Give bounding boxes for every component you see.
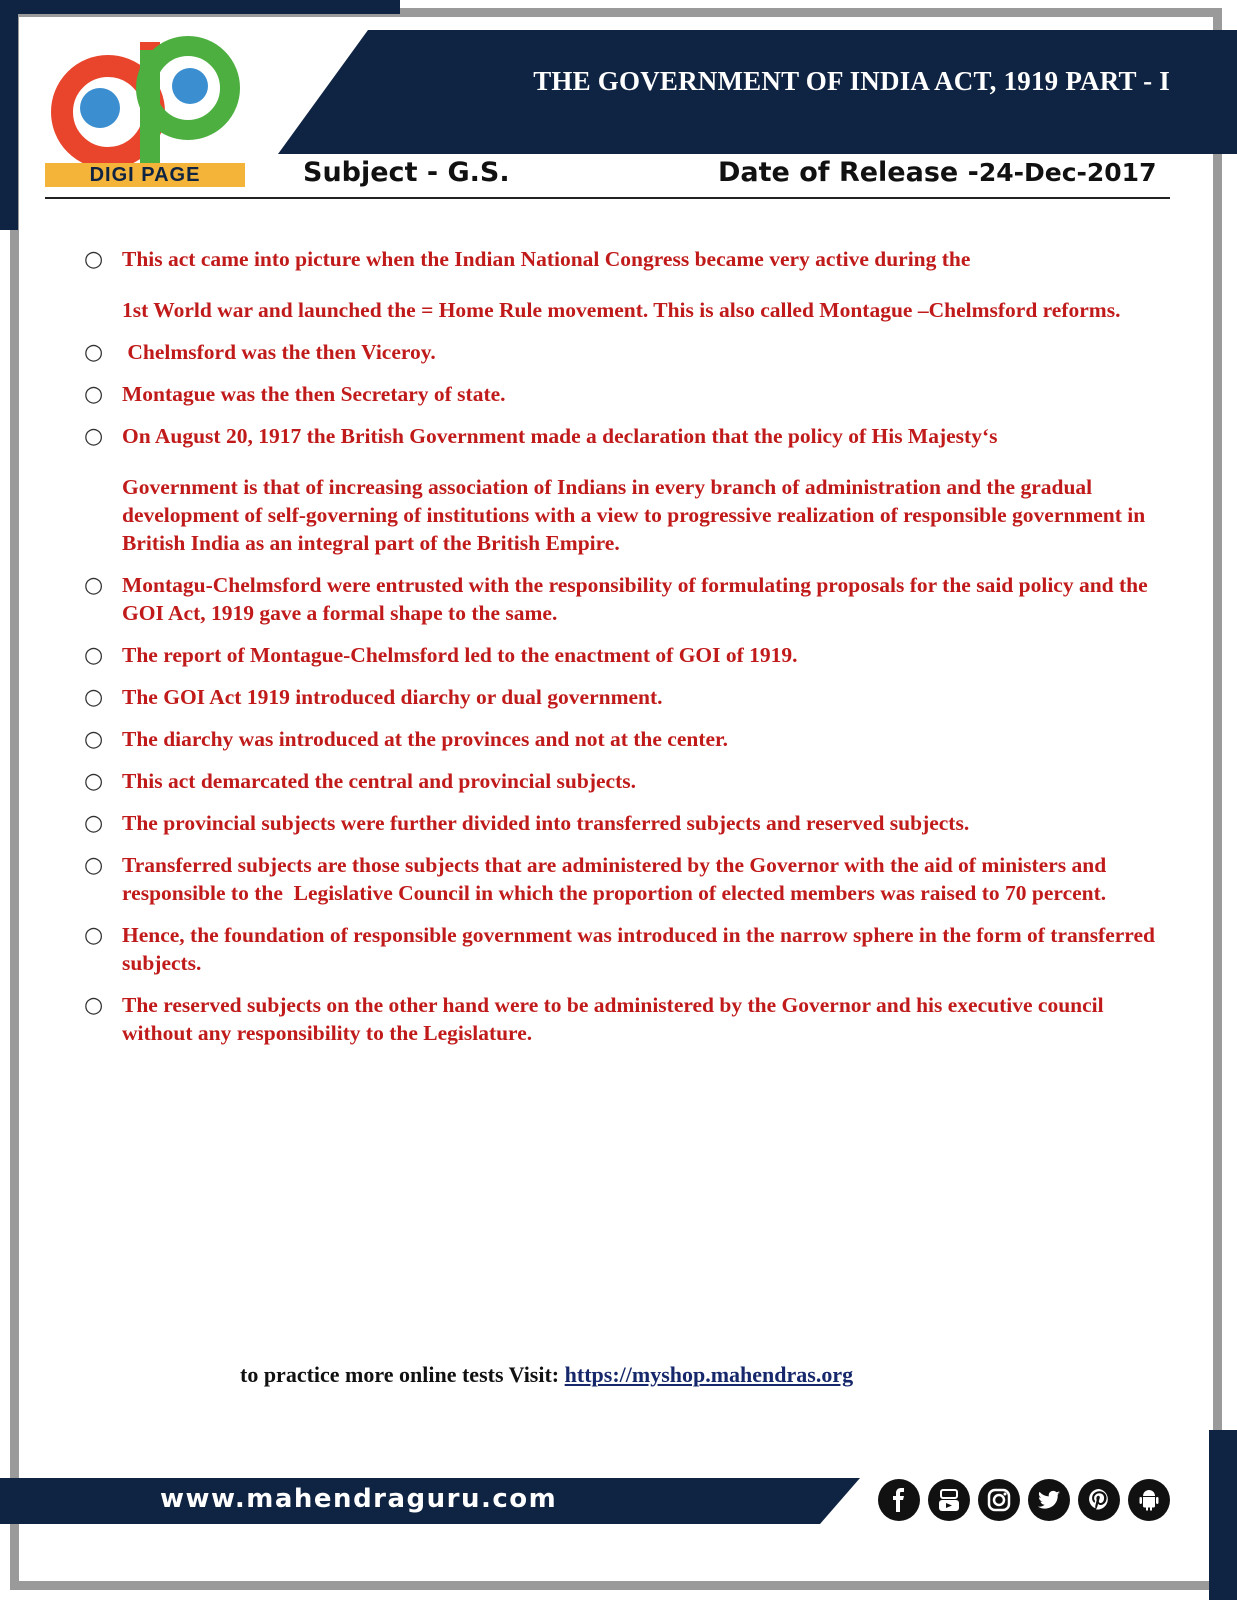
list-item-text: [122, 921, 1160, 977]
list-item-paragraph: The report of Montague-Chelmsford led to the enactment of GOI of 1919.: [122, 643, 798, 667]
list-item: [80, 851, 1160, 907]
list-item-paragraph: The GOI Act 1919 introduced diarchy or dual government.: [122, 685, 663, 709]
list-item-text: [122, 338, 1160, 366]
list-item: [80, 683, 1160, 711]
list-item: [80, 809, 1160, 837]
bullet-circle-icon: ○: [84, 382, 104, 407]
bullet-circle-icon: ○: [84, 340, 104, 365]
bullet-circle-icon: ○: [84, 424, 104, 449]
bullet-circle-icon: ○: [84, 573, 104, 598]
footer-website[interactable]: www.mahendraguru.com: [160, 1484, 558, 1514]
list-item-paragraph: Hence, the foundation of responsible government was introduced in the narrow sphere in the form of transferred subjects.: [122, 923, 1155, 975]
subject-label: Subject - G.S.: [303, 157, 510, 188]
bullet-circle-icon: ○: [84, 923, 104, 948]
list-item: [80, 991, 1160, 1047]
practice-text: to practice more online tests Visit:: [240, 1362, 565, 1387]
logo-caption: DIGI PAGE: [45, 163, 245, 187]
list-item-paragraph: This act demarcated the central and provincial subjects.: [122, 769, 636, 793]
list-item: [80, 725, 1160, 753]
twitter-icon[interactable]: [1028, 1479, 1070, 1521]
list-item-paragraph: Montagu-Chelmsford were entrusted with the responsibility of formulating proposals for the said policy and the GOI Act, 1919 gave a formal shape to the same.: [122, 573, 1148, 625]
release-label: Date of Release -: [718, 157, 979, 188]
practice-note: [240, 1362, 853, 1388]
list-item-text: [122, 767, 1160, 795]
list-item-text: [122, 571, 1160, 627]
release-date: 24-Dec-2017: [978, 158, 1157, 187]
release-info: [718, 157, 1156, 188]
frame-accent-left: [0, 0, 18, 230]
list-item-text: [122, 245, 1160, 324]
bullet-circle-icon: ○: [84, 247, 104, 272]
bullet-circle-icon: ○: [84, 853, 104, 878]
list-item-text: [122, 380, 1160, 408]
document-title: THE GOVERNMENT OF INDIA ACT, 1919 PART - I: [533, 66, 1170, 96]
list-item-paragraph: Government is that of increasing association of Indians in every branch of administration and the gradual development of self-governing of institutions with a view to progressive realization of responsible government in British India as an integral part of the British Empire.: [122, 475, 1146, 555]
list-item: [80, 245, 1160, 324]
bullet-circle-icon: ○: [84, 993, 104, 1018]
list-item-paragraph: This act came into picture when the Indian National Congress became very active during the: [122, 247, 971, 271]
list-item: [80, 921, 1160, 977]
list-item-paragraph: The reserved subjects on the other hand were to be administered by the Governor and his executive council without any responsibility to the Legislature.: [122, 993, 1104, 1045]
list-item-text: [122, 422, 1160, 557]
bullet-circle-icon: ○: [84, 643, 104, 668]
list-item-paragraph: The provincial subjects were further divided into transferred subjects and reserved subjects.: [122, 811, 970, 835]
social-icons: [878, 1479, 1170, 1521]
list-item: [80, 422, 1160, 557]
list-item-text: [122, 991, 1160, 1047]
header-divider: [45, 197, 1170, 199]
list-item-text: [122, 683, 1160, 711]
list-item: [80, 571, 1160, 627]
bullet-circle-icon: ○: [84, 811, 104, 836]
bullet-list: [80, 245, 1160, 1061]
frame-accent-right: [1209, 1430, 1237, 1600]
list-item-paragraph: Transferred subjects are those subjects that are administered by the Governor with the aid of ministers and responsible to the Legislative Council in which the proportion of elected members was raised to 70 percent.: [122, 853, 1107, 905]
instagram-icon[interactable]: [978, 1479, 1020, 1521]
facebook-icon[interactable]: [878, 1479, 920, 1521]
list-item-paragraph: Chelmsford was the then Viceroy.: [122, 340, 436, 364]
bullet-circle-icon: ○: [84, 769, 104, 794]
android-icon[interactable]: [1128, 1479, 1170, 1521]
bullet-circle-icon: ○: [84, 727, 104, 752]
list-item: [80, 338, 1160, 366]
list-item-paragraph: Montague was the then Secretary of state.: [122, 382, 506, 406]
list-item: [80, 380, 1160, 408]
list-item: [80, 767, 1160, 795]
frame-accent-top: [0, 0, 400, 14]
youtube-icon[interactable]: [928, 1479, 970, 1521]
list-item-text: [122, 809, 1160, 837]
list-item: [80, 641, 1160, 669]
pinterest-icon[interactable]: [1078, 1479, 1120, 1521]
list-item-paragraph: 1st World war and launched the = Home Rule movement. This is also called Montague –Chelmsford reforms.: [122, 298, 1121, 322]
practice-link[interactable]: https://myshop.mahendras.org: [564, 1362, 854, 1387]
bullet-circle-icon: ○: [84, 685, 104, 710]
list-item-paragraph: The diarchy was introduced at the provinces and not at the center.: [122, 727, 728, 751]
list-item-text: [122, 851, 1160, 907]
list-item-paragraph: On August 20, 1917 the British Government made a declaration that the policy of His Majesty‘s: [122, 424, 998, 448]
list-item-text: [122, 641, 1160, 669]
list-item-text: [122, 725, 1160, 753]
